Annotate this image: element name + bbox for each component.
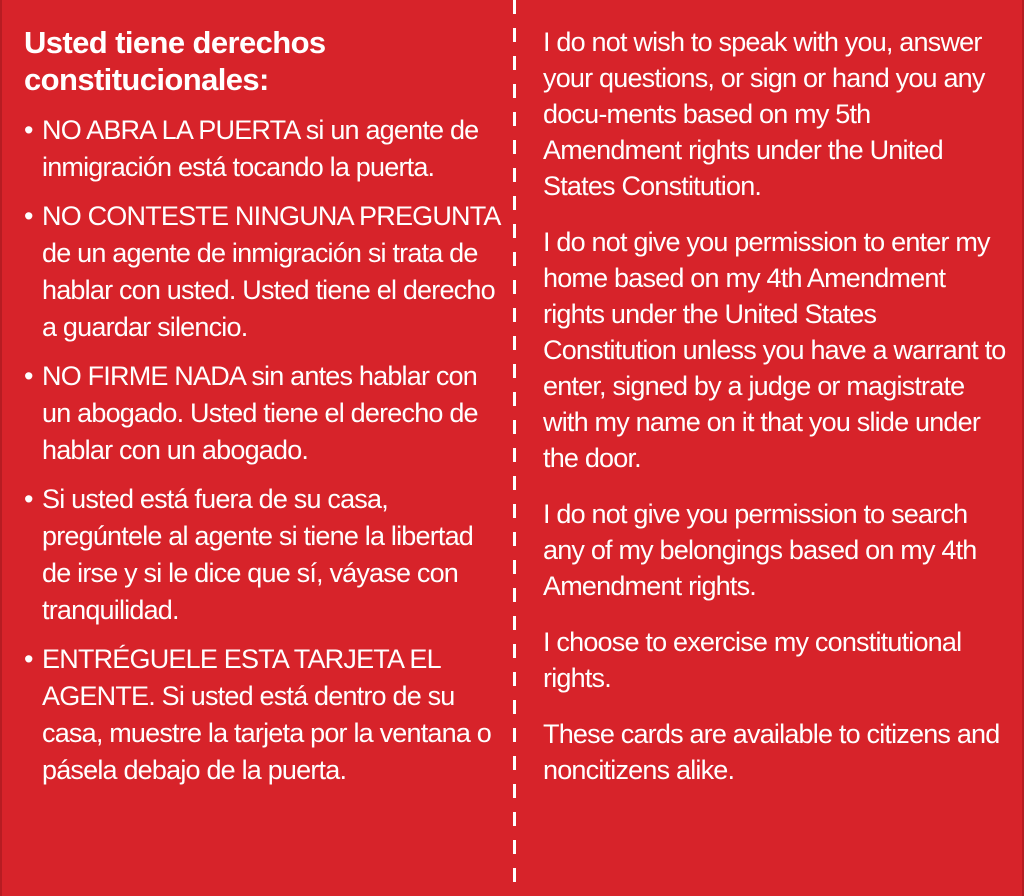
statement-paragraph: These cards are available to citizens and noncitizens alike. [543, 719, 1000, 785]
cut-line-divider [513, 0, 516, 896]
list-item [24, 198, 502, 346]
spanish-rights-list [24, 112, 502, 789]
bullet-text: ENTRÉGUELE ESTA TARJETA EL AGENTE. Si usted está dentro de su casa, muestre la tarjeta por la ventana o pásela debajo de la puerta. [42, 644, 491, 785]
bullet-icon: • [24, 484, 33, 514]
list-item [24, 481, 502, 629]
bullet-icon: • [24, 115, 33, 145]
bullet-icon: • [24, 361, 33, 391]
spanish-rights-panel [24, 24, 502, 874]
list-item [24, 112, 502, 186]
bullet-icon: • [24, 201, 33, 231]
bullet-icon: • [24, 644, 33, 674]
english-statement-panel [543, 24, 1013, 874]
statement-paragraph: I do not give you permission to enter my home based on my 4th Amendment rights under the United States Constitution unless you have a warrant to enter, signed by a judge or magistrate with my name on it that you slide under the door. [543, 227, 1006, 473]
bullet-text: Si usted está fuera de su casa, pregúntele al agente si tiene la libertad de irse y si le dice que sí, váyase con tranquilidad. [42, 484, 474, 625]
bullet-text: NO ABRA LA PUERTA si un agente de inmigración está tocando la puerta. [42, 115, 479, 182]
spanish-heading: Usted tiene derechos constitucionales: [24, 25, 326, 97]
list-item [24, 358, 502, 469]
statement-paragraph: I choose to exercise my constitutional rights. [543, 627, 962, 693]
statement-paragraph: I do not wish to speak with you, answer your questions, or sign or hand you any docu-ments based on my 5th Amendment rights under the United States Constitution. [543, 27, 985, 201]
statement-paragraph: I do not give you permission to search any of my belongings based on my 4th Amendment rights. [543, 499, 977, 601]
bullet-text: NO FIRME NADA sin antes hablar con un abogado. Usted tiene el derecho de hablar con un abogado. [42, 361, 478, 465]
list-item [24, 641, 502, 789]
bullet-text: NO CONTESTE NINGUNA PREGUNTA de un agente de inmigración si trata de hablar con usted. Usted tiene el derecho a guardar silencio. [42, 201, 500, 342]
